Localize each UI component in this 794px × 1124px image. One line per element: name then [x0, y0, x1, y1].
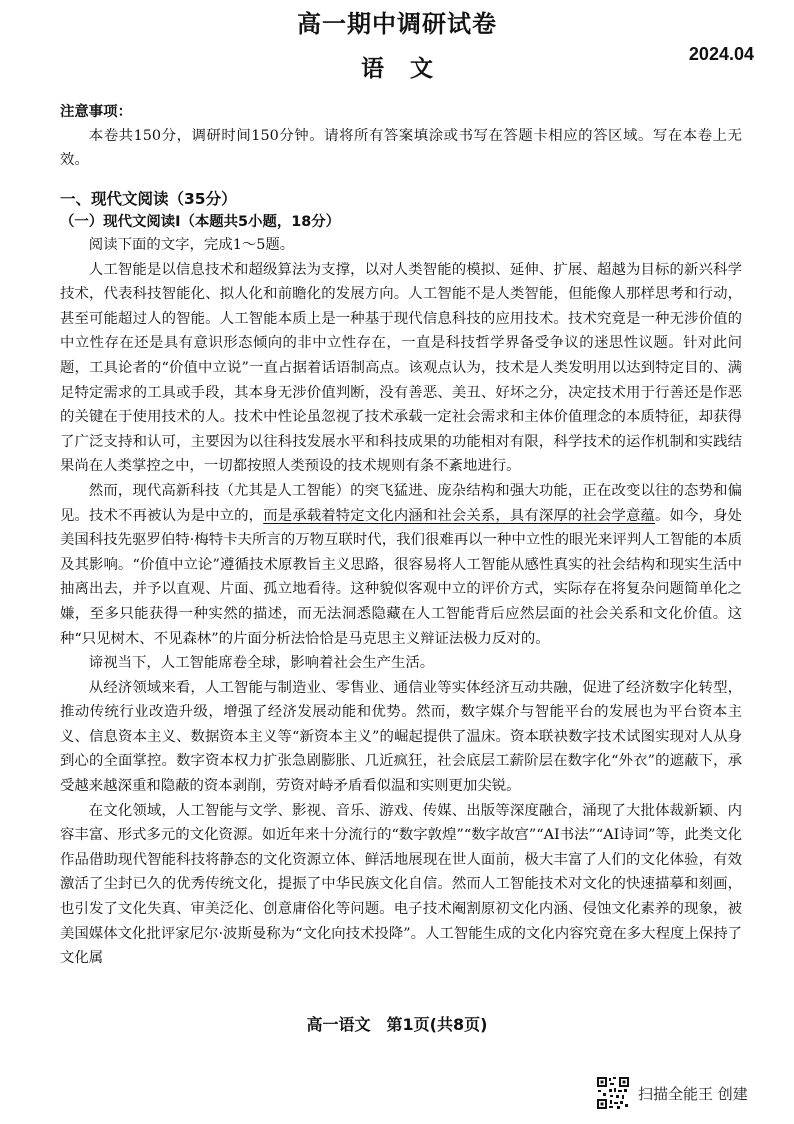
scanner-watermark	[596, 1075, 748, 1111]
section-heading: 一、现代文阅读（35分）	[60, 190, 237, 208]
passage-paragraph-3: 谛视当下，人工智能席卷全球，影响着社会生产生活。	[88, 655, 435, 672]
notice-block	[60, 100, 742, 172]
passage-paragraph-4: 从经济领域来看，人工智能与制造业、零售业、通信业等实体经济互动共融，促进了经济数字化转型，推动传统行业改造升级，增强了经济发展动能和优势。然而，数字媒介与智能平台的发展也为平台资本主义、信息资本主义、数据资本主义等“新资本主义”的崛起提供了温床。资本联袂数字技术试图实现对人从身到心的全面掌控。数字资本权力扩张急剧膨胀、几近疯狂，社会底层工薪阶层在数字化“外衣”的遮蔽下，承受越来越深重和隐蔽的资本剥削，劳资对峙矛盾看似温和实则更加尖锐。	[60, 679, 742, 795]
notice-body: 本卷共150分，调研时间150分钟。请将所有答案填涂或书写在答题卡相应的答区域。写在本卷上无效。	[60, 128, 742, 168]
exam-date: 2024.04	[688, 44, 754, 64]
reading-section	[60, 187, 742, 971]
page-footer: 高一语文 第1页(共8页)	[306, 1015, 488, 1034]
paragraph-2-text-b: 。如今，身处美国科技先驱罗伯特·梅特卡夫所言的万物互联时代，我们很难再以一种中立性的眼光来评判人工智能的本质及其影响。“价值中立论”遵循技术原教旨主义思路，很容易将人工智能从感性真实的社会结构和现实生活中抽离出去，并予以直观、片面、孤立地看待。这种貌似客观中立的评价方式，实际存在将复杂问题简单化之嫌，至多只能获得一种实然的描述，而无法洞悉隐藏在人工智能背后应然层面的社会关系和文化价值。这种“只见树木、不见森林”的片面分析法恰恰是马克思主义辩证法极力反对的。	[60, 507, 742, 647]
subject-title: 语文	[361, 56, 459, 82]
underlined-sentence: 而是承载着特定文化内涵和社会关系，具有深厚的社会学意蕴	[263, 507, 656, 524]
passage-paragraph-5: 在文化领域，人工智能与文学、影视、音乐、游戏、传媒、出版等深度融合，涌现了大批体裁新颖、内容丰富、形式多元的文化资源。如近年来十分流行的“数字敦煌”“数字故宫”“AI书法”“AI诗词”等，此类文化作品借助现代智能科技将静态的文化资源立体、鲜活地展现在世人面前，极大丰富了人们的文化体验，有效激活了尘封已久的优秀传统文化，提振了中华民族文化自信。然而人工智能技术对文化的快速描摹和刻画，也引发了文化失真、审美泛化、创意庸俗化等问题。电子技术阉割原初文化内涵、侵蚀文化素养的现象，被美国媒体文化批评家尼尔·波斯曼称为“文化向技术投降”。人工智能生成的文化内容究竟在多大程度上保持了文化属	[60, 802, 742, 967]
reading-instruction: 阅读下面的文字，完成1～5题。	[88, 237, 295, 253]
passage-paragraph-2	[60, 479, 742, 651]
sub-section-heading: （一）现代文阅读Ⅰ（本题共5小题，18分）	[60, 214, 341, 230]
notice-title: 注意事项：	[60, 104, 132, 120]
page-title: 高一期中调研试卷	[297, 10, 497, 38]
paragraph-2-text-a: 然而，现代高新科技（尤其是人工智能）的突飞猛进、庞杂结构和强大功能，正在改变以往的态势和偏见。技术不再被认为是中立的，	[60, 482, 742, 524]
qr-code-icon	[596, 1076, 630, 1110]
passage-paragraph-1: 人工智能是以信息技术和超级算法为支撑，以对人类智能的模拟、延伸、扩展、超越为目标的新兴科学技术，代表科技智能化、拟人化和前瞻化的发展方向。人工智能不是人类智能，但能像人那样思考和行动，甚至可能超过人的智能。人工智能本质上是一种基于现代信息科技的应用技术。技术究竟是一种无涉价值的中立性存在还是具有意识形态倾向的非中立性存在，一直是科技哲学界备受争议的迷思性议题。针对此问题，工具论者的“价值中立说”一直占据着话语制高点。该观点认为，技术是人类发明用以达到特定目的、满足特定需求的工具或手段，其本身无涉价值判断，没有善恶、美丑、好坏之分，决定技术用于行善还是作恶的关键在于使用技术的人。技术中性论虽忽视了技术承载一定社会需求和主体价值理念的本质特征，却获得了广泛支持和认可，主要因为以往科技发展水平和科技成果的功能相对有限，科学技术的运作机制和实践结果尚在人类掌控之中，一切都按照人类预设的技术规则有条不紊地进行。	[60, 261, 742, 475]
scanner-label: 扫描全能王 创建	[638, 1084, 748, 1103]
